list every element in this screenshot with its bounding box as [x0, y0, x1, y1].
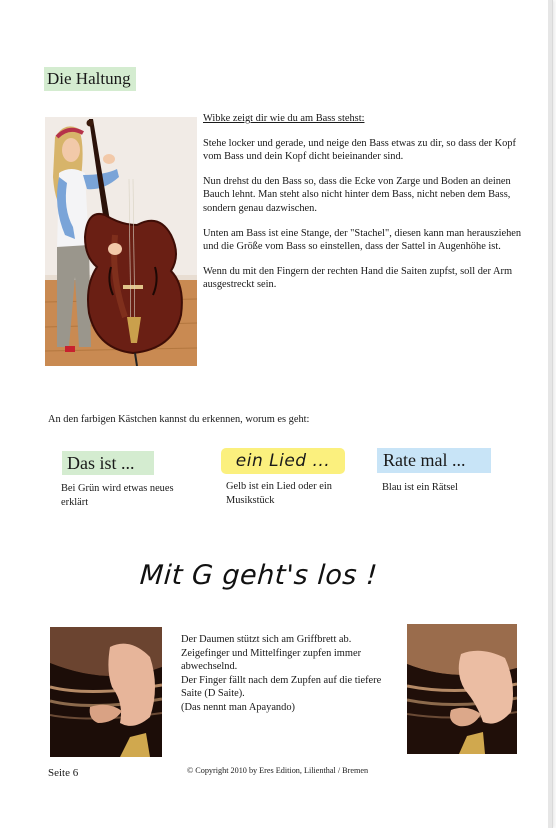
- photo-hand-plucking-left: [50, 627, 162, 757]
- plucking-instructions: [181, 633, 391, 715]
- blue-box-label: Rate mal ...: [377, 448, 491, 473]
- handwritten-title: Mit G geht's los !: [138, 560, 379, 591]
- yellow-box-caption: Gelb ist ein Lied oder ein Musikstück: [226, 481, 332, 506]
- photo-hand-plucking-right-image: [407, 624, 517, 754]
- intro-paragraph: Wenn du mit den Fingern der rechten Hand die Saiten zupfst, soll der Arm ausgestreckt sein.: [203, 265, 513, 291]
- blue-box-caption: Blau ist ein Rätsel: [382, 482, 458, 493]
- intro-heading: Wibke zeigt dir wie du am Bass stehst:: [203, 113, 365, 124]
- photo-girl-with-bass: [45, 117, 197, 366]
- photo-hand-plucking-left-image: [50, 627, 162, 757]
- green-box-label: Das ist ...: [62, 451, 154, 475]
- instruction-line: Zeigefinger und Mittelfinger zupfen immer abwechselnd.: [181, 647, 362, 673]
- instruction-line: Der Finger fällt nach dem Zupfen auf die tiefere Saite (D Saite).: [181, 674, 382, 700]
- intro-paragraph: Unten am Bass ist eine Stange, der "Stachel", diesen kann man herausziehen und die Größe vom Bass so einstellen, dass der Sattel in Augenhöhe ist.: [203, 227, 522, 253]
- photo-hand-plucking-right: [407, 624, 517, 754]
- page-number: Seite 6: [48, 767, 79, 779]
- intro-paragraph: Stehe locker und gerade, und neige den Bass etwas zu dir, so dass der Kopf vom Bass und dein Kopf dicht beieinander sind.: [203, 137, 516, 163]
- yellow-box-label: ein Lied ...: [221, 448, 345, 474]
- page-edge-shadow: [548, 0, 552, 828]
- photo-girl-with-bass-image: [45, 117, 197, 366]
- intro-text-block: [203, 112, 523, 303]
- section-title: Die Haltung: [44, 67, 136, 91]
- instruction-line: Der Daumen stützt sich am Griffbrett ab.: [181, 634, 352, 645]
- copyright-notice: © Copyright 2010 by Eres Edition, Lilienthal / Bremen: [187, 766, 369, 775]
- green-box-caption: Bei Grün wird etwas neues erklärt: [61, 483, 174, 508]
- instruction-line: (Das nennt man Apayando): [181, 701, 295, 713]
- color-legend-intro: An den farbigen Kästchen kannst du erkennen, worum es geht:: [48, 414, 310, 425]
- intro-paragraph: Nun drehst du den Bass so, dass die Ecke von Zarge und Boden an deinen Bauch lehnt. Man steht also nicht hinter dem Bass, nicht neben dem Bass, sondern genau dazwischen.: [203, 175, 511, 214]
